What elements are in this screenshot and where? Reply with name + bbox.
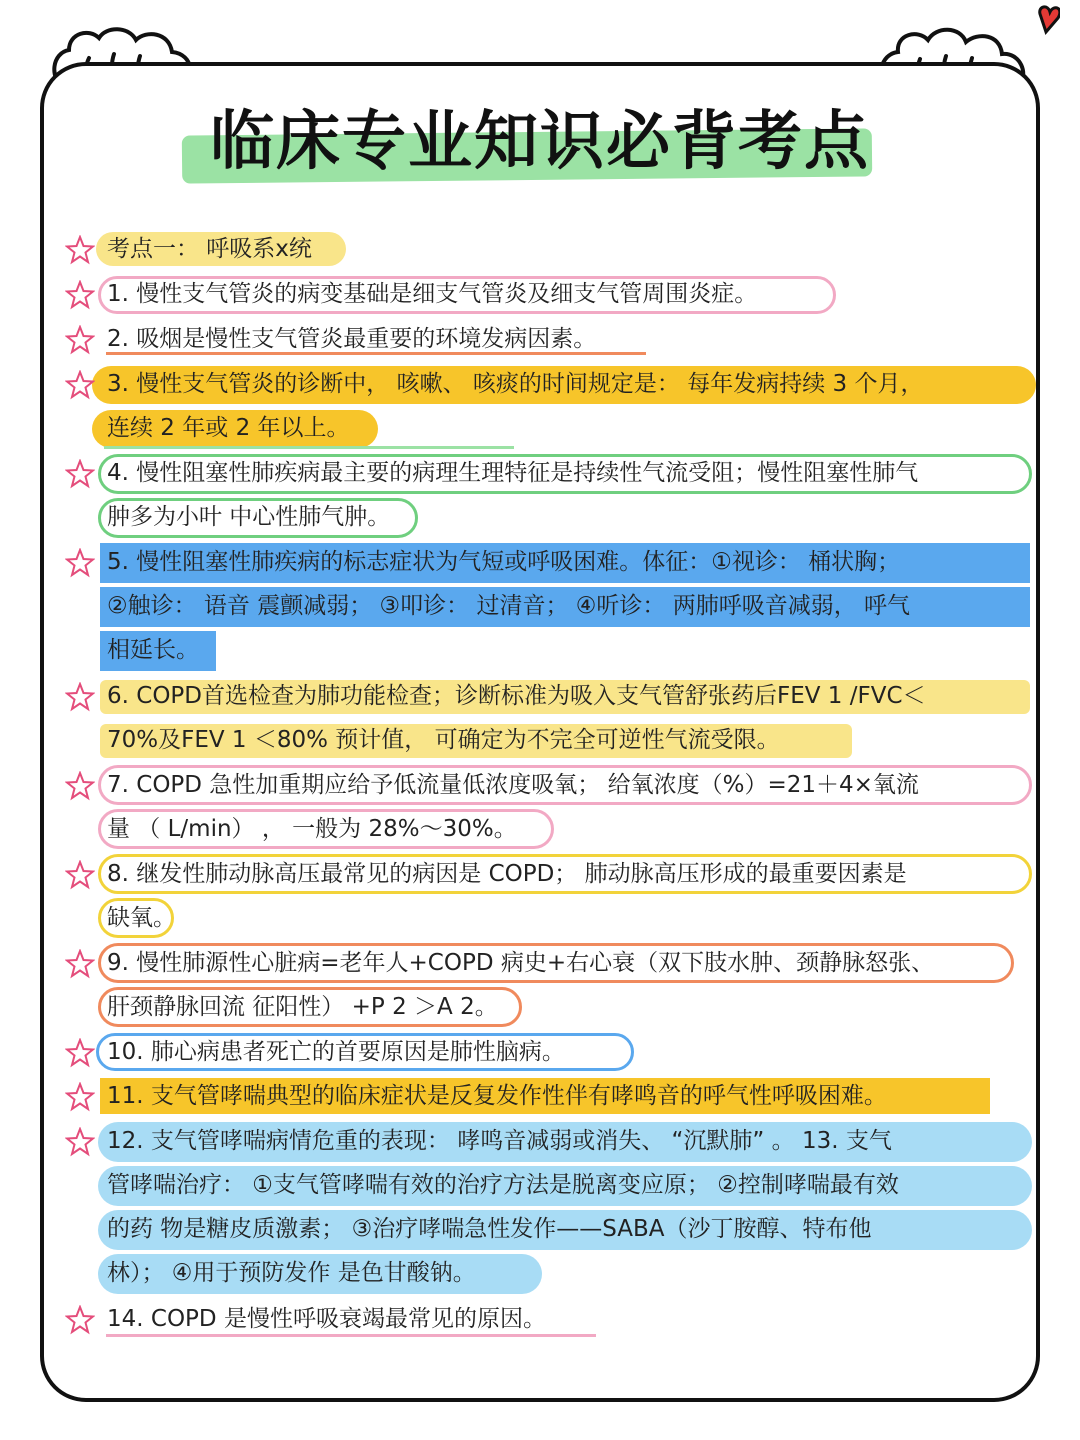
heart-icon <box>1040 7 1060 32</box>
item-text: 70%及FEV 1 ＜80% 预计值， 可确定为不完全可逆性气流受限。 <box>107 727 780 753</box>
list-item <box>0 1074 1080 1118</box>
list-item-continuation <box>0 406 1080 450</box>
item-text: 管哮喘治疗： ①支气管哮喘有效的治疗方法是脱离变应原； ②控制哮喘最有效 <box>107 1172 899 1198</box>
list-item-continuation <box>0 584 1080 628</box>
item-text: 肿多为小叶 中心性肺气肿。 <box>107 504 391 530</box>
item-text: ②触诊： 语音 震颤减弱； ③叩诊： 过清音； ④听诊： 两肺呼吸音减弱， 呼气 <box>107 593 911 619</box>
list-item-continuation <box>0 1251 1080 1295</box>
item-text: 4. 慢性阻塞性肺疾病最主要的病理生理特征是持续性气流受阻；慢性阻塞性肺气 <box>107 460 919 486</box>
list-item <box>0 852 1080 896</box>
list-item <box>0 1119 1080 1163</box>
item-text: 7. COPD 急性加重期应给予低流量低浓度吸氧； 给氧浓度（%）=21＋4×氧流 <box>107 772 919 798</box>
item-text: 10. 肺心病患者死亡的首要原因是肺性脑病。 <box>107 1039 565 1065</box>
item-text: 14. COPD 是慢性呼吸衰竭最常见的原因。 <box>107 1306 546 1332</box>
list-item-continuation <box>0 495 1080 539</box>
star-icon <box>65 1305 95 1335</box>
star-icon <box>65 280 95 310</box>
list-item <box>0 317 1080 361</box>
star-icon <box>65 1038 95 1068</box>
list-item <box>0 362 1080 406</box>
list-item <box>0 540 1080 584</box>
star-icon <box>65 949 95 979</box>
item-text: 9. 慢性肺源性心脏病=老年人+COPD 病史+右心衰（双下肢水肿、颈静脉怒张、 <box>107 950 935 976</box>
item-text: 2. 吸烟是慢性支气管炎最重要的环境发病因素。 <box>107 326 597 352</box>
item-text: 连续 2 年或 2 年以上。 <box>107 415 350 441</box>
star-icon <box>65 771 95 801</box>
item-text: 缺氧。 <box>107 905 176 931</box>
item-text: 3. 慢性支气管炎的诊断中， 咳嗽、 咳痰的时间规定是： 每年发病持续 3 个月， <box>107 371 924 397</box>
list-item <box>0 941 1080 985</box>
item-text: 6. COPD首选检查为肺功能检查；诊断标准为吸入支气管舒张药后FEV 1 /FVC＜ <box>107 683 926 709</box>
item-text: 相延长。 <box>107 637 199 663</box>
item-text: 林）； ④用于预防发作 是色甘酸钠。 <box>107 1260 476 1286</box>
list-item-continuation <box>0 628 1080 672</box>
star-icon <box>65 682 95 712</box>
item-text: 1. 慢性支气管炎的病变基础是细支气管炎及细支气管周围炎症。 <box>107 281 758 307</box>
star-icon <box>65 325 95 355</box>
list-item <box>0 674 1080 718</box>
title-wrap <box>0 100 1080 184</box>
list-item <box>0 451 1080 495</box>
star-icon <box>65 235 95 265</box>
item-text: 11. 支气管哮喘典型的临床症状是反复发作性伴有哮鸣音的呼气性呼吸困难。 <box>107 1083 887 1109</box>
list-item <box>0 227 1080 271</box>
item-text: 8. 继发性肺动脉高压最常见的病因是 COPD； 肺动脉高压形成的最重要因素是 <box>107 861 907 887</box>
list-item <box>0 1297 1080 1341</box>
list-item-continuation <box>0 1163 1080 1207</box>
list-item-continuation <box>0 896 1080 940</box>
list-item <box>0 272 1080 316</box>
star-icon <box>65 548 95 578</box>
star-icon <box>65 860 95 890</box>
item-text: 5. 慢性阻塞性肺疾病的标志症状为气短或呼吸困难。体征：①视诊： 桶状胸； <box>107 549 901 575</box>
list-item-continuation <box>0 807 1080 851</box>
item-text: 12. 支气管哮喘病情危重的表现： 哮鸣音减弱或消失、 “沉默肺” 。 13. 支气 <box>107 1128 892 1154</box>
page-title: 临床专业知识必背考点 <box>210 105 870 179</box>
item-text: 的药 物是糖皮质激素； ③治疗哮喘急性发作——SABA（沙丁胺醇、特布他 <box>107 1216 872 1242</box>
list-item-continuation <box>0 985 1080 1029</box>
item-text: 量 （ L/min） ， 一般为 28%～30%。 <box>107 816 517 842</box>
list-item-continuation <box>0 718 1080 762</box>
star-icon <box>65 459 95 489</box>
star-icon <box>65 1127 95 1157</box>
item-text: 肝颈静脉回流 征阳性） +P 2 ＞A 2。 <box>107 994 498 1020</box>
star-icon <box>65 1082 95 1112</box>
list-item <box>0 1030 1080 1074</box>
list-item-continuation <box>0 1207 1080 1251</box>
list-item <box>0 763 1080 807</box>
section-heading: 考点一： 呼吸系x统 <box>107 236 312 262</box>
star-icon <box>65 370 95 400</box>
